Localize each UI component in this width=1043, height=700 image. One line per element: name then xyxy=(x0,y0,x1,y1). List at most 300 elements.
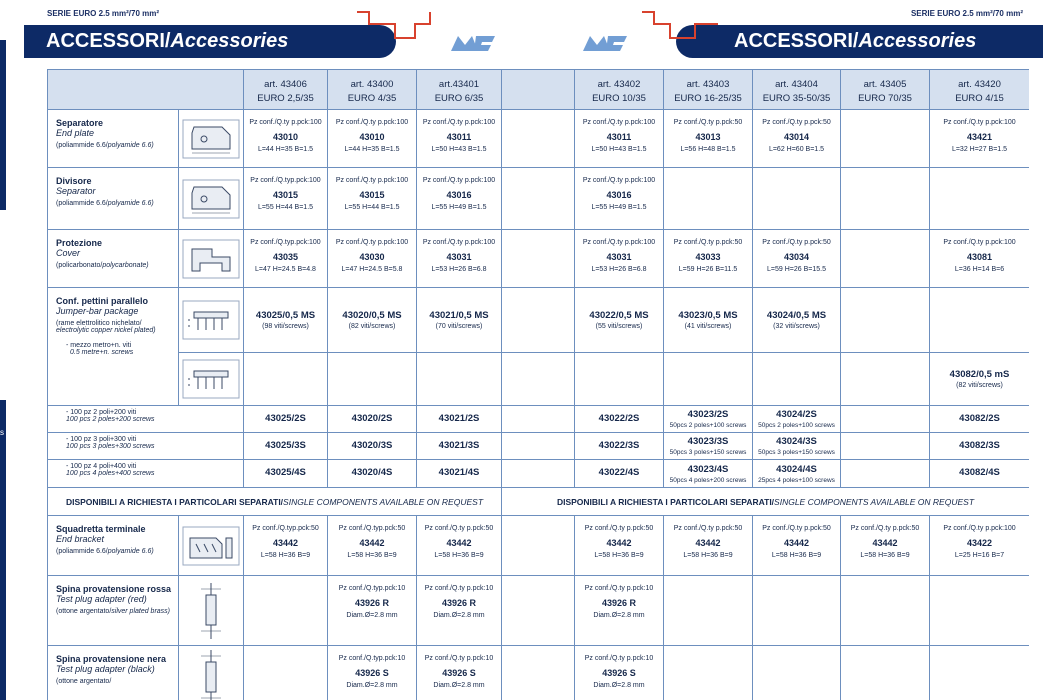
dimensions: L=59 H=26 B=15.5 xyxy=(767,266,826,273)
dimensions: L=55 H=49 B=1.5 xyxy=(591,204,647,211)
spec-cell xyxy=(417,646,502,700)
spec-cell xyxy=(930,433,1029,460)
column-euro-type: EURO 16-25/35 xyxy=(674,93,742,104)
spec-cell xyxy=(664,288,753,353)
article-code: 43082/2S xyxy=(959,412,1000,424)
spec-cell xyxy=(244,406,328,433)
article-code: 43025/4S xyxy=(265,467,306,478)
spec-cell xyxy=(575,110,664,168)
article-code: 43926 R xyxy=(441,598,477,608)
spec-cell xyxy=(328,168,417,230)
spec-cell xyxy=(841,646,930,700)
column-header xyxy=(753,70,841,110)
dimensions: L=56 H=48 B=1.5 xyxy=(680,146,736,153)
title-it-right: ACCESSORI/ xyxy=(734,30,859,52)
row-title-en: Cover xyxy=(56,248,81,258)
dimensions: Diam.Ø=2.8 mm xyxy=(433,682,485,689)
material-it: (rame elettrolitico nichelato/ xyxy=(56,320,142,327)
spec-cell xyxy=(664,516,753,576)
pack-quantity: Pz conf./Q.ty p.pck:100 xyxy=(249,119,322,126)
pack-quantity: Pz conf./Q.ty p.pck:100 xyxy=(943,525,1016,532)
spec-cell xyxy=(753,288,841,353)
row-title-en: Test plug adapter (black) xyxy=(56,664,155,674)
article-code: 43024/4S xyxy=(776,463,817,475)
row-label xyxy=(48,110,179,168)
half-metre-label-en: 0.5 metre+n. screws xyxy=(70,349,134,356)
spec-cell xyxy=(328,406,417,433)
article-code: 43023/3S xyxy=(687,436,729,447)
spec-cell xyxy=(753,576,841,646)
screw-count: (82 viti/screws) xyxy=(348,323,396,330)
article-code: 43442 xyxy=(783,538,810,548)
dimensions: L=55 H=49 B=1.5 xyxy=(431,204,487,211)
spec-cell xyxy=(417,110,502,168)
article-code: 43030 xyxy=(359,252,385,262)
pack-quantity: Pz conf./Q.ty p.pck:100 xyxy=(582,177,656,184)
dimensions: L=58 H=36 B=9 xyxy=(434,552,484,559)
spec-cell xyxy=(417,516,502,576)
product-drawing xyxy=(179,353,244,406)
article-code: 43024/2S xyxy=(776,409,817,420)
spec-cell xyxy=(841,168,930,230)
row-title-en: Test plug adapter (red) xyxy=(56,594,147,604)
spec-cell xyxy=(753,110,841,168)
article-code: 43020/4S xyxy=(351,467,393,478)
dimensions: Diam.Ø=2.8 mm xyxy=(346,682,398,689)
spec-cell xyxy=(417,433,502,460)
spec-cell xyxy=(930,288,1029,353)
dimensions: L=55 H=44 B=1.5 xyxy=(344,204,400,211)
article-code: 43033 xyxy=(695,252,721,262)
article-code: 43031 xyxy=(446,252,472,262)
side-strip-top xyxy=(0,40,6,210)
spec-cell xyxy=(244,576,328,646)
article-code: 43015 xyxy=(272,190,299,200)
dimensions: L=58 H=36 B=9 xyxy=(683,552,733,559)
spec-cell xyxy=(328,460,417,488)
dimensions: L=50 H=43 B=1.5 xyxy=(431,146,487,153)
dimensions: L=44 H=35 B=1.5 xyxy=(257,146,314,153)
column-header xyxy=(244,70,328,110)
side-letter: s xyxy=(0,428,4,437)
spec-cell xyxy=(244,516,328,576)
pack-quantity: Pz conf./Q.ty p.pck:100 xyxy=(943,239,1016,246)
spec-cell xyxy=(753,433,841,460)
spec-cell xyxy=(502,406,575,433)
spec-cell xyxy=(930,110,1029,168)
article-code: 43082/3S xyxy=(959,439,1000,451)
article-code: 43926 S xyxy=(355,668,389,678)
spec-cell xyxy=(753,516,841,576)
pack-quantity: Pz conf./Q.typ.pck:100 xyxy=(250,177,321,184)
dimensions: L=36 H=14 B=6 xyxy=(954,266,1005,273)
article-code: 43022/4S xyxy=(598,467,640,478)
spec-cell xyxy=(244,168,328,230)
pack-quantity: Pz conf./Q.ty p.pck:100 xyxy=(335,119,409,126)
column-euro-type: EURO 35-50/35 xyxy=(762,93,831,104)
pack-note: 50pcs 4 poles+200 screws xyxy=(669,476,747,484)
pack-note: 50pcs 2 poles+100 screws xyxy=(758,422,835,429)
pack-row-label-it: - 100 pz 2 poli+200 viti xyxy=(66,409,137,416)
spec-cell xyxy=(244,288,328,353)
material-it: (policarbonato/ xyxy=(56,262,103,269)
request-note-en: SINGLE COMPONENTS AVAILABLE ON REQUEST xyxy=(283,496,484,507)
row-material xyxy=(56,262,178,269)
row-title: Divisore xyxy=(56,176,92,186)
article-code: 43016 xyxy=(606,190,632,200)
spec-cell xyxy=(328,230,417,288)
spec-cell xyxy=(417,460,502,488)
row-title-en: Jumper-bar package xyxy=(56,306,139,316)
spec-cell xyxy=(575,646,664,700)
pack-quantity: Pz conf./Q.typ.pck:50 xyxy=(252,525,319,532)
article-code: 43023/4S xyxy=(687,463,729,475)
article-code: 43422 xyxy=(966,538,993,548)
material-it: (ottone argentato/ xyxy=(56,608,112,615)
spec-cell xyxy=(502,168,575,230)
pack-quantity: Pz conf./Q.ty p.pck:100 xyxy=(335,239,409,246)
article-code: 43020/0,5 MS xyxy=(342,310,402,321)
accent-line-left xyxy=(355,10,435,50)
pack-quantity: Pz conf./Q.ty p.pck:50 xyxy=(850,525,920,532)
article-code: 43035 xyxy=(272,252,299,262)
spec-cell xyxy=(930,646,1029,700)
row-label xyxy=(48,516,179,576)
article-code: 43442 xyxy=(359,538,385,548)
spec-cell xyxy=(502,460,575,488)
article-code: 43021/4S xyxy=(438,467,480,478)
spec-cell xyxy=(664,110,753,168)
pack-quantity: Pz conf./Q.ty p.pck:50 xyxy=(762,525,831,532)
page-header xyxy=(0,0,1043,70)
article-code: 43442 xyxy=(872,538,898,548)
pack-quantity: Pz conf./Q.ty p.pck:100 xyxy=(943,119,1016,126)
request-note-it: DISPONIBILI A RICHIESTA I PARTICOLARI SEPARATI/ xyxy=(556,496,775,507)
column-art-number: art.43401 xyxy=(438,79,480,90)
screw-count: (55 viti/screws) xyxy=(595,323,643,330)
dimensions: Diam.Ø=2.8 mm xyxy=(593,682,645,689)
spec-cell xyxy=(664,353,753,406)
article-code: 43082/4S xyxy=(959,467,1000,478)
request-note-left xyxy=(48,488,502,516)
pack-row-label-it: - 100 pz 3 poli+300 viti xyxy=(66,436,137,443)
article-code: 43442 xyxy=(606,538,632,548)
dimensions: L=59 H=26 B=11.5 xyxy=(678,266,738,273)
dimensions: L=53 H=26 B=6.8 xyxy=(431,266,487,273)
dimensions: L=25 H=16 B=7 xyxy=(954,552,1005,559)
column-header xyxy=(502,70,575,110)
dimensions: L=44 H=35 B=1.5 xyxy=(344,146,400,153)
dimensions: L=53 H=26 B=6.8 xyxy=(591,266,647,273)
pack-quantity: Pz conf./Q.ty p.pck:100 xyxy=(582,239,656,246)
dimensions: L=58 H=36 B=9 xyxy=(860,552,910,559)
article-code: 43024/0,5 MS xyxy=(766,310,827,321)
spec-cell xyxy=(328,516,417,576)
spec-cell xyxy=(841,288,930,353)
dimensions: L=58 H=36 B=9 xyxy=(771,552,822,559)
row-title: Spina provatensione rossa xyxy=(56,584,172,594)
screw-count: (32 viti/screws) xyxy=(773,323,820,330)
row-title: Protezione xyxy=(56,238,103,248)
product-drawing xyxy=(179,576,244,646)
pack-quantity: Pz conf./Q.ty p.pck:100 xyxy=(582,119,656,126)
spec-cell xyxy=(502,576,575,646)
pack-row-label-en: 100 pcs 3 poles+300 screws xyxy=(66,443,155,450)
pack-row-label-en: 100 pcs 2 poles+200 screws xyxy=(66,416,155,423)
column-header xyxy=(417,70,502,110)
spec-cell xyxy=(841,433,930,460)
pack-note: 50pcs 3 poles+150 screws xyxy=(669,449,747,456)
article-code: 43011 xyxy=(606,132,632,142)
spec-cell xyxy=(664,168,753,230)
row-label xyxy=(48,576,179,646)
row-title: Conf. pettini parallelo xyxy=(56,296,149,306)
spec-cell xyxy=(664,576,753,646)
dimensions: L=58 H=36 B=9 xyxy=(260,552,311,559)
row-title: Squadretta terminale xyxy=(56,524,146,534)
screw-count: (70 viti/screws) xyxy=(435,323,483,330)
request-note-right xyxy=(502,488,1029,516)
spec-cell xyxy=(753,460,841,488)
product-drawing xyxy=(179,110,244,168)
series-label-left: SERIE EURO 2.5 mm²/70 mm² xyxy=(47,9,160,18)
spec-cell xyxy=(664,406,753,433)
product-drawing xyxy=(179,230,244,288)
article-code: 43023/2S xyxy=(687,409,729,420)
spec-cell xyxy=(841,576,930,646)
article-code: 43016 xyxy=(446,190,472,200)
pack-quantity: Pz conf./Q.ty p.pck:50 xyxy=(424,525,494,532)
spec-cell xyxy=(417,406,502,433)
spec-cell xyxy=(930,516,1029,576)
spec-cell xyxy=(575,460,664,488)
title-banner-right xyxy=(676,25,1043,58)
pack-quantity: Pz conf./Q.ty p.pck:10 xyxy=(424,585,494,592)
pack-quantity: Pz conf./Q.ty p.pck:100 xyxy=(422,239,496,246)
article-code: 43926 S xyxy=(442,668,476,678)
pack-quantity: Pz conf./Q.ty p.pck:100 xyxy=(335,177,409,184)
article-code: 43031 xyxy=(606,252,632,262)
pack-note: 25pcs 4 poles+100 screws xyxy=(758,476,835,484)
spec-cell xyxy=(502,516,575,576)
pack-note: 50pcs 2 poles+100 screws xyxy=(669,422,747,429)
spec-cell xyxy=(575,288,664,353)
column-header xyxy=(664,70,753,110)
row-material xyxy=(56,200,178,207)
row-title-en: Separator xyxy=(56,186,96,196)
accessories-table xyxy=(47,69,1029,700)
product-drawing xyxy=(179,168,244,230)
spec-cell xyxy=(502,353,575,406)
spec-cell xyxy=(753,168,841,230)
spec-cell xyxy=(328,433,417,460)
article-code: 43011 xyxy=(446,132,472,142)
product-drawing xyxy=(179,516,244,576)
screw-count: (82 viti/screws) xyxy=(956,382,1003,389)
spec-cell xyxy=(841,460,930,488)
spec-cell xyxy=(328,576,417,646)
column-header xyxy=(841,70,930,110)
column-header xyxy=(328,70,417,110)
spec-cell xyxy=(328,110,417,168)
article-code: 43926 R xyxy=(601,598,637,608)
row-material xyxy=(56,142,178,149)
pack-quantity: Pz conf./Q.ty p.pck:50 xyxy=(673,119,743,126)
article-code: 43021/2S xyxy=(438,412,480,424)
product-drawing xyxy=(179,646,244,700)
material-en: polyamide 6.6) xyxy=(107,548,154,555)
pack-quantity: Pz conf./Q.typ.pck:10 xyxy=(338,585,406,592)
pack-row-label xyxy=(48,460,244,488)
material-en: electrolytic copper nickel plated) xyxy=(56,327,156,334)
article-code: 43082/0,5 mS xyxy=(949,369,1010,380)
dimensions: L=47 H=24.5 B=4.8 xyxy=(255,266,316,273)
pack-row-label xyxy=(48,433,244,460)
row-label xyxy=(48,646,179,700)
column-art-number: art. 43406 xyxy=(264,79,307,90)
row-title-en: End bracket xyxy=(56,534,105,544)
spec-cell xyxy=(417,576,502,646)
title-banner-left xyxy=(24,25,396,58)
spec-cell xyxy=(664,230,753,288)
spec-cell xyxy=(575,168,664,230)
spec-cell xyxy=(930,460,1029,488)
material-it: (ottone argentato/ xyxy=(56,678,112,685)
pack-quantity: Pz conf./Q.ty p.pck:10 xyxy=(424,655,494,662)
accent-line-right xyxy=(640,10,720,50)
dimensions: L=32 H=27 B=1.5 xyxy=(951,146,1008,153)
article-code: 43021/0,5 MS xyxy=(429,310,489,321)
dimensions: Diam.Ø=2.8 mm xyxy=(433,612,485,619)
pack-quantity: Pz conf./Q.ty p.pck:50 xyxy=(673,239,743,246)
spec-cell xyxy=(575,433,664,460)
material-en: silver plated brass) xyxy=(111,608,171,615)
dimensions: L=58 H=36 B=9 xyxy=(594,552,644,559)
screw-count: (98 viti/screws) xyxy=(262,323,309,330)
article-code: 43025/0,5 MS xyxy=(255,310,316,321)
title-en: Accessories xyxy=(170,30,289,52)
spec-cell xyxy=(753,353,841,406)
article-code: 43010 xyxy=(359,132,385,142)
spec-cell xyxy=(417,230,502,288)
pack-row-label-it: - 100 pz 4 poli+400 viti xyxy=(66,463,137,470)
spec-cell xyxy=(753,406,841,433)
row-title: Spina provatensione nera xyxy=(56,654,167,664)
column-art-number: art. 43404 xyxy=(775,79,818,90)
spec-cell xyxy=(664,646,753,700)
brand-logo-right xyxy=(580,33,630,53)
screw-count: (41 viti/screws) xyxy=(684,323,732,330)
row-title-en: End plate xyxy=(56,128,95,138)
pack-quantity: Pz conf./Q.ty p.pck:50 xyxy=(584,525,654,532)
spec-cell xyxy=(417,353,502,406)
article-code: 43025/2S xyxy=(265,412,306,424)
pack-quantity: Pz conf./Q.ty p.pck:100 xyxy=(422,119,496,126)
product-drawing xyxy=(179,288,244,353)
row-material xyxy=(56,608,178,615)
column-euro-type: EURO 70/35 xyxy=(858,93,912,104)
column-art-number: art. 43402 xyxy=(597,79,641,90)
spec-cell xyxy=(664,460,753,488)
article-code: 43421 xyxy=(966,132,993,142)
row-label xyxy=(48,168,179,230)
spec-cell xyxy=(753,230,841,288)
column-art-number: art. 43400 xyxy=(350,79,394,90)
spec-cell xyxy=(328,353,417,406)
spec-cell xyxy=(930,230,1029,288)
spec-cell xyxy=(244,460,328,488)
pack-quantity: Pz conf./Q.ty p.pck:50 xyxy=(673,525,743,532)
column-art-number: art. 43403 xyxy=(686,79,730,90)
article-code: 43442 xyxy=(695,538,721,548)
column-art-number: art. 43405 xyxy=(863,79,907,90)
article-code: 43022/0,5 MS xyxy=(589,310,649,321)
spec-cell xyxy=(930,576,1029,646)
spec-cell xyxy=(502,288,575,353)
brand-logo-left xyxy=(448,33,498,53)
row-material xyxy=(56,548,178,555)
article-code: 43015 xyxy=(359,190,385,200)
request-note-en: SINGLE COMPONENTS AVAILABLE ON REQUEST xyxy=(774,496,975,507)
spec-cell xyxy=(575,353,664,406)
row-material xyxy=(56,320,178,334)
spec-cell xyxy=(930,168,1029,230)
pack-quantity: Pz conf./Q.typ.pck:10 xyxy=(338,655,406,662)
pack-row-label xyxy=(48,406,244,433)
spec-cell xyxy=(575,230,664,288)
dimensions: L=55 H=44 B=1.5 xyxy=(257,204,314,211)
article-code: 43021/3S xyxy=(438,439,480,451)
pack-row-label-en: 100 pcs 4 poles+400 screws xyxy=(66,470,155,477)
material-it: (poliammide 6.6/ xyxy=(56,548,108,555)
pack-quantity: Pz conf./Q.ty p.pck:100 xyxy=(422,177,496,184)
request-note-it: DISPONIBILI A RICHIESTA I PARTICOLARI SEPARATI/ xyxy=(65,496,284,507)
pack-note: 50pcs 3 poles+150 screws xyxy=(758,449,835,456)
pack-quantity: Pz conf./Q.ty p.pck:10 xyxy=(584,655,654,662)
article-code: 43010 xyxy=(272,132,299,142)
spec-cell xyxy=(502,230,575,288)
row-material xyxy=(56,678,178,685)
article-code: 43022/3S xyxy=(598,439,640,451)
article-code: 43020/3S xyxy=(351,439,393,451)
spec-cell xyxy=(502,110,575,168)
column-header xyxy=(575,70,664,110)
side-strip-bottom xyxy=(0,400,6,700)
spec-cell xyxy=(841,406,930,433)
article-code: 43081 xyxy=(966,252,993,262)
dimensions: L=62 H=60 B=1.5 xyxy=(768,146,825,153)
article-code: 43442 xyxy=(446,538,472,548)
row-title: Separatore xyxy=(56,118,104,128)
column-euro-type: EURO 2,5/35 xyxy=(257,93,314,104)
spec-cell xyxy=(502,433,575,460)
row-label xyxy=(48,230,179,288)
dimensions: L=58 H=36 B=9 xyxy=(347,552,397,559)
column-euro-type: EURO 6/35 xyxy=(434,93,484,104)
article-code: 43013 xyxy=(695,132,721,142)
spec-cell xyxy=(575,576,664,646)
row-label xyxy=(48,288,179,406)
spec-cell xyxy=(502,646,575,700)
title-it: ACCESSORI/ xyxy=(46,30,171,52)
spec-cell xyxy=(244,433,328,460)
spec-cell xyxy=(930,406,1029,433)
column-header xyxy=(930,70,1029,110)
material-it: (poliammide 6.6/ xyxy=(56,200,108,207)
spec-cell xyxy=(753,646,841,700)
material-en: polyamide 6.6) xyxy=(107,142,154,149)
dimensions: L=47 H=24.5 B=5.8 xyxy=(341,266,403,273)
